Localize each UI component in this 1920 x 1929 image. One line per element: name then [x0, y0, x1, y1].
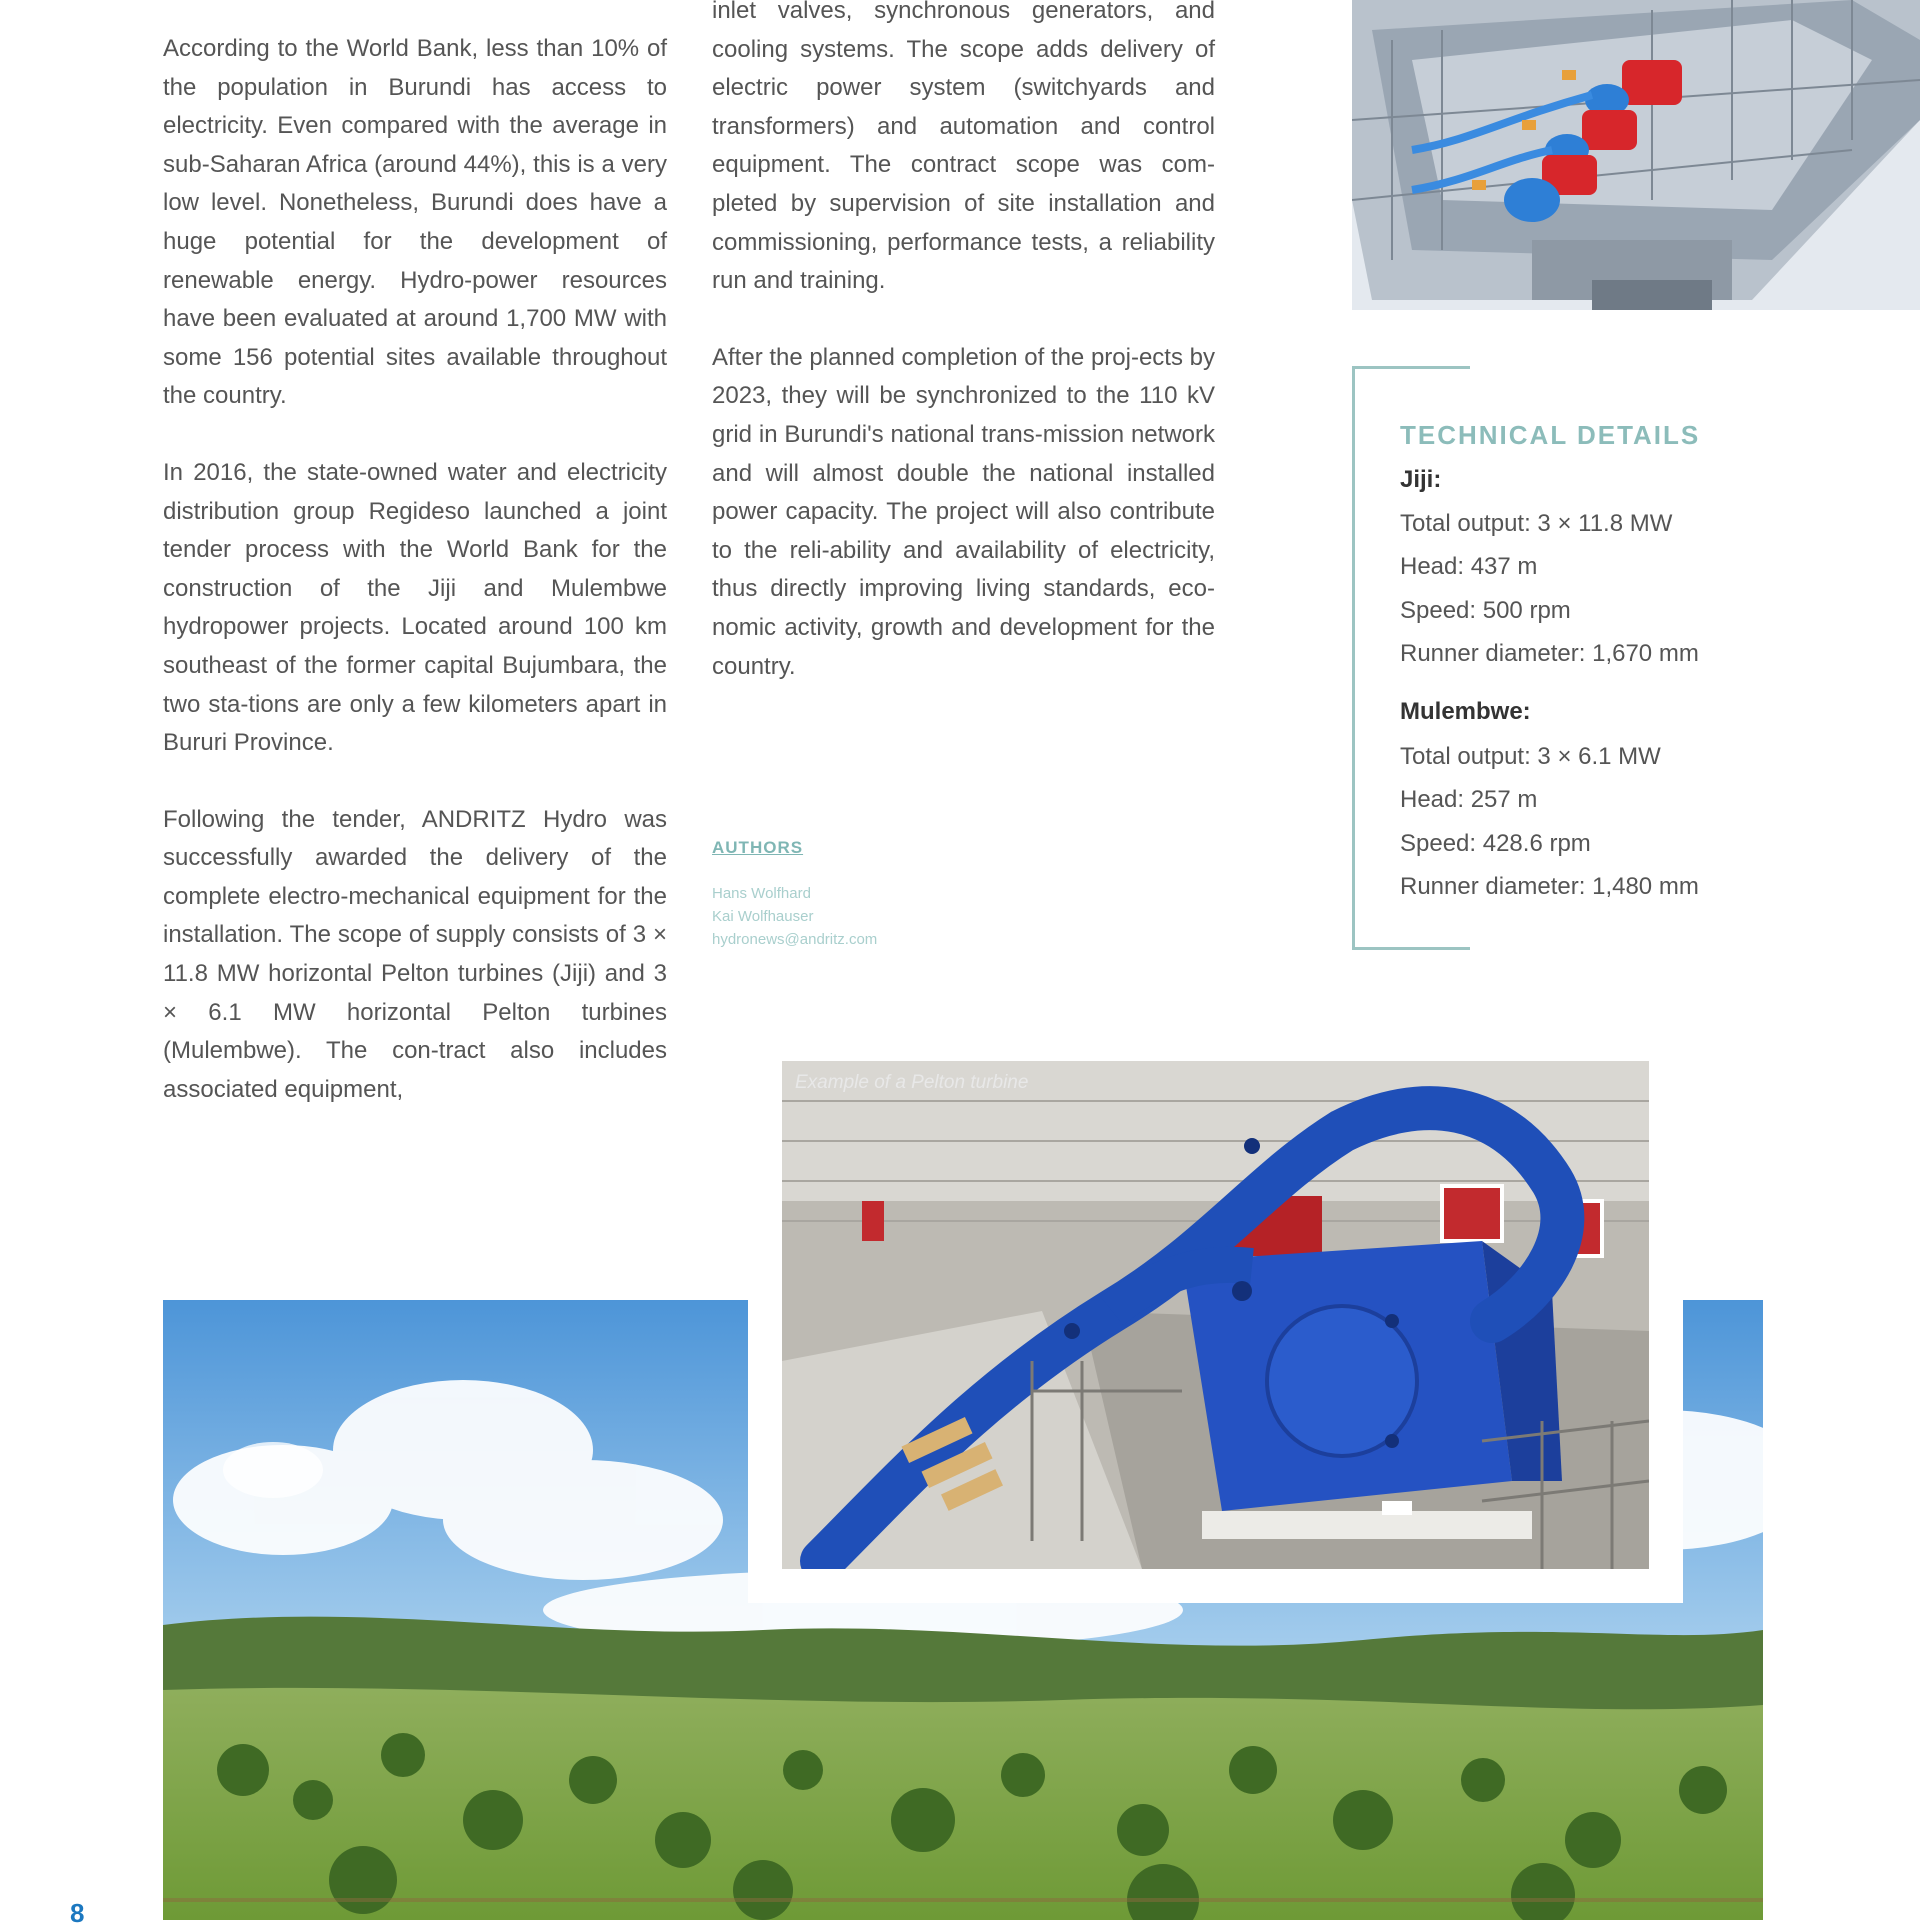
mulembwe-runner-diameter: Runner diameter: 1,480 mm	[1400, 873, 1699, 900]
jiji-runner-diameter: Runner diameter: 1,670 mm	[1400, 640, 1699, 667]
technical-details-title: TECHNICAL DETAILS	[1400, 420, 1701, 450]
jiji-speed: Speed: 500 rpm	[1400, 597, 1571, 624]
photo-caption: Example of a Pelton turbine	[795, 1072, 1029, 1093]
paragraph: According to the World Bank, less than 10% of the population in Burundi has access to electricity. Even compared with the average in sub-Saharan Africa (around 44%), this is a very low level. Nonetheless, Burundi does have a huge potential for the development of renewable energy. Hydro-power resources have been evaluated at around 1,700 MW with some 156 potential sites available throughout the country.	[163, 35, 667, 410]
author-email-link[interactable]: hydronews@andritz.com	[712, 931, 878, 948]
paragraph: In 2016, the state-owned water and electricity distribution group Regideso launched a joint tender process with the World Bank for the construction of the Jiji and Mulembwe hydropower projects. Located around 100 km southeast of the former capital Bujumbara, the two sta-tions are only a few kilometers apart in Bururi Province.	[163, 458, 667, 757]
paragraph: After the planned completion of the proj-ects by 2023, they will be synchronized to the 110 kV grid in Burundi's national trans-mission network and will almost double the national installed power capacity. The project will also contribute to the reli-ability and availability of electricity, thus directly improving living standards, eco-nomic activity, growth and development for the country.	[712, 343, 1215, 680]
author-name: Kai Wolfhauser	[712, 908, 814, 925]
powerhouse-render-graphic	[1352, 0, 1920, 310]
mulembwe-speed: Speed: 428.6 rpm	[1400, 830, 1591, 857]
article-column-2	[712, 0, 1215, 724]
page-number: 8	[70, 1898, 85, 1928]
paragraph: Following the tender, ANDRITZ Hydro was successfully awarded the delivery of the complete electro-mechanical equipment for the installation. The scope of supply consists of 3 × 11.8 MW horizontal Pelton turbines (Jiji) and 3 × 6.1 MW horizontal Pelton turbines (Mulembwe). The con-tract also includes associated equipment,	[163, 805, 667, 1103]
box-bottom-rule	[1355, 947, 1470, 950]
paragraph: inlet valves, synchronous generators, and cooling systems. The scope adds delivery of electric power system (switchyards and transformers) and automation and control equipment. The contract scope was com-pleted by supervision of site installation and commissioning, performance tests, a reliability run and training.	[712, 0, 1215, 295]
powerhouse-3d-render	[1352, 0, 1920, 310]
jiji-head: Head: 437 m	[1400, 553, 1538, 580]
authors-label: AUTHORS	[712, 838, 804, 857]
jiji-heading: Jiji:	[1400, 466, 1442, 493]
mulembwe-heading: Mulembwe:	[1400, 698, 1531, 725]
box-top-rule	[1355, 366, 1470, 369]
pelton-turbine-photo	[782, 1061, 1649, 1569]
mulembwe-head: Head: 257 m	[1400, 786, 1538, 813]
pelton-turbine-graphic	[782, 1061, 1649, 1569]
author-name: Hans Wolfhard	[712, 885, 811, 902]
jiji-total-output: Total output: 3 × 11.8 MW	[1400, 510, 1673, 537]
article-column-1	[163, 30, 667, 1147]
mulembwe-total-output: Total output: 3 × 6.1 MW	[1400, 743, 1661, 770]
